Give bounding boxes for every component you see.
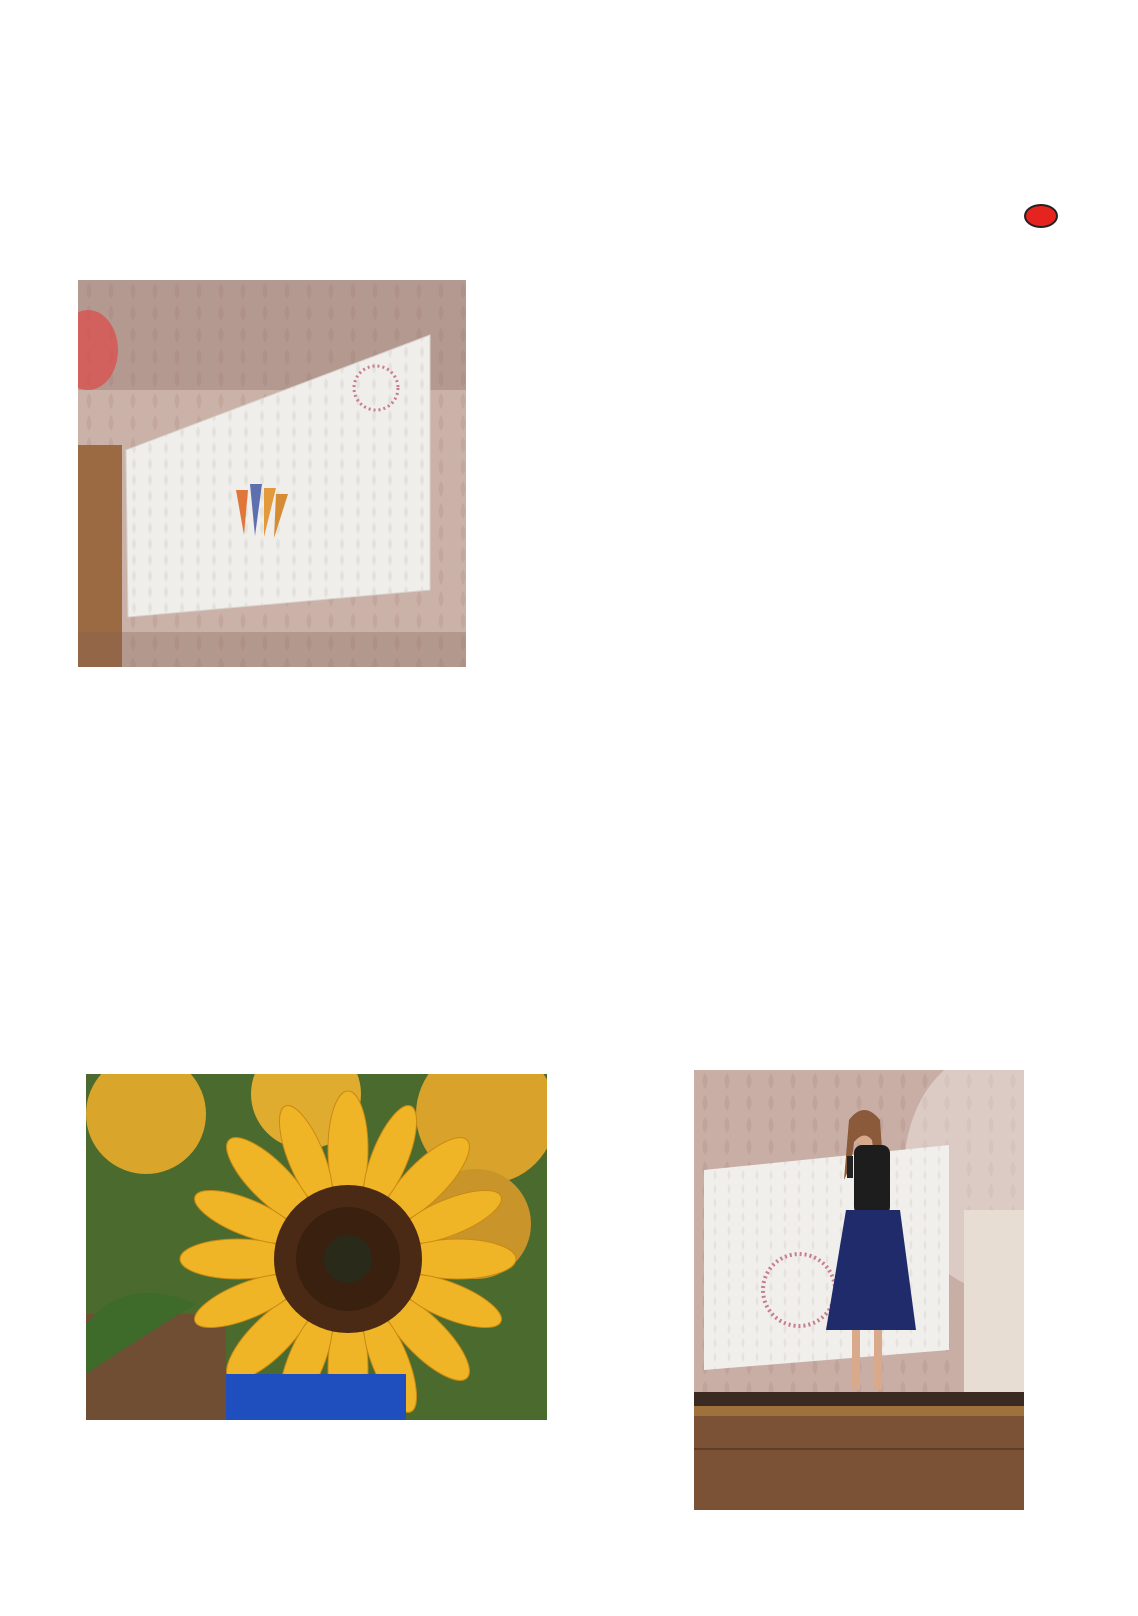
balloon-border-right <box>1072 0 1118 1616</box>
red-dot-icon <box>1024 204 1058 228</box>
balloon-border-left <box>24 0 70 1616</box>
balloon-border-bottom <box>0 1560 1138 1606</box>
photo-first-school-day-slide <box>78 280 466 667</box>
page-title <box>128 196 1028 238</box>
photo-sunflower <box>86 1074 547 1420</box>
photo-speaker-on-stage <box>694 1070 1024 1510</box>
balloon-border-top <box>0 14 1138 60</box>
